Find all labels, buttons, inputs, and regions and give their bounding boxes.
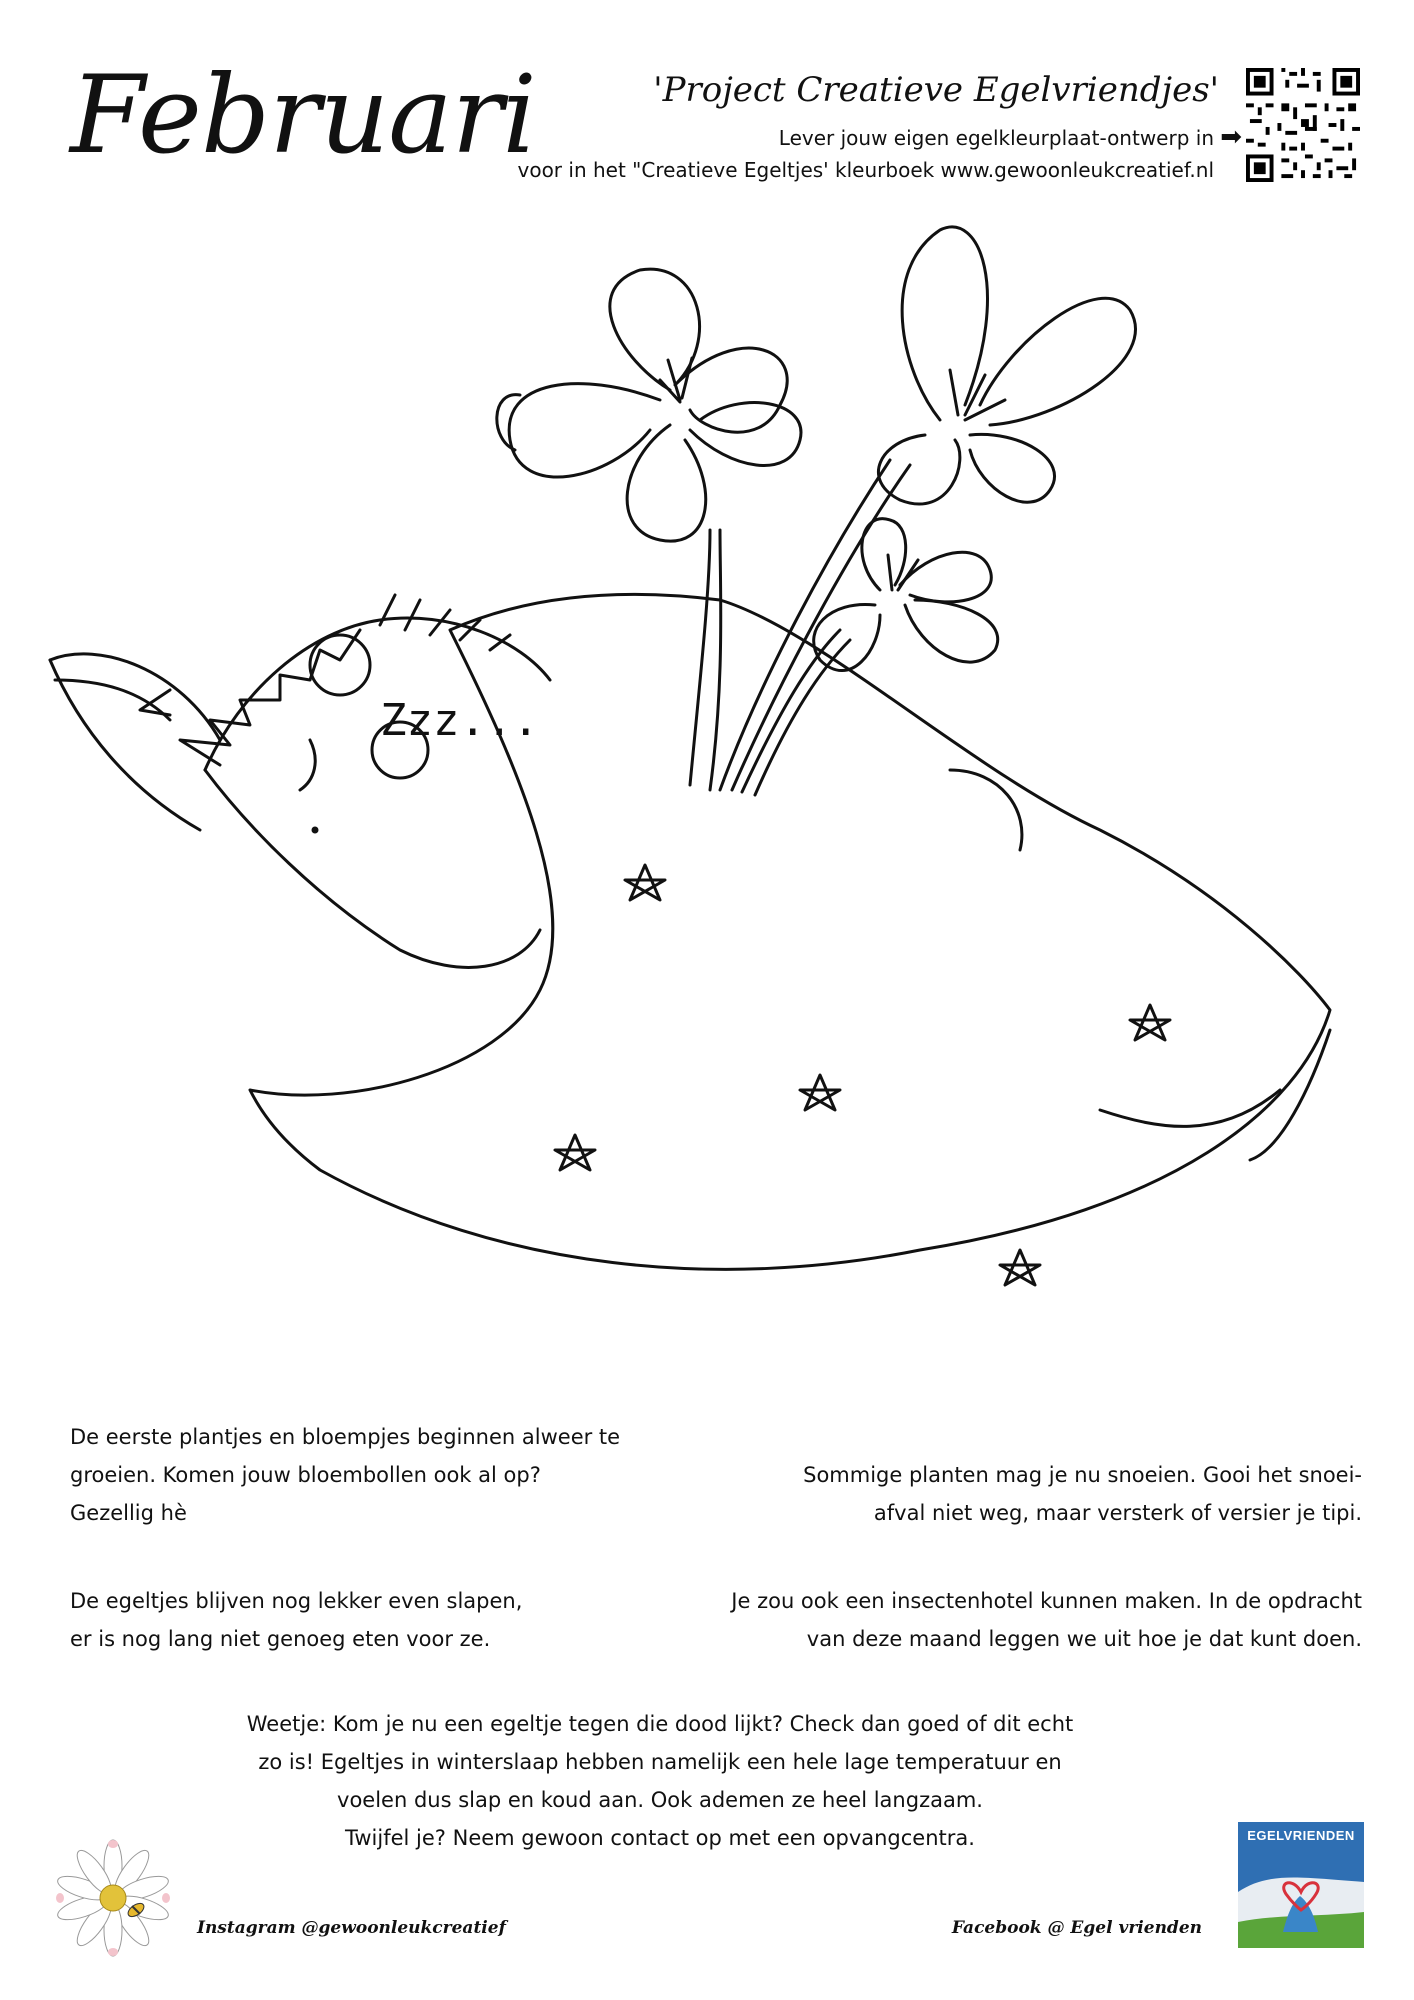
flower-left: [497, 269, 801, 541]
text-line: groeien. Komen jouw bloembollen ook al op?: [70, 1463, 541, 1487]
facebook-handle[interactable]: Facebook @ Egel vrienden: [951, 1918, 1202, 1938]
text-line: voelen dus slap en koud aan. Ook ademen ze heel langzaam.: [337, 1788, 983, 1812]
page-title: Februari: [70, 53, 536, 178]
daisy-with-bee-icon: [48, 1838, 178, 1958]
weetje-fact: [240, 1705, 1080, 1857]
text-right-1: [722, 1456, 1362, 1532]
text-line: De eerste plantjes en bloempjes beginnen alweer te: [70, 1425, 621, 1449]
text-line: afval niet weg, maar versterk of versier je tipi.: [873, 1501, 1362, 1525]
header-instruction-line-2: voor in het "Creatieve Egeltjes' kleurboek www.gewoonleukcreatief.nl: [517, 158, 1214, 182]
text-right-2: [662, 1582, 1362, 1658]
logo-text: EGELVRIENDEN: [1247, 1828, 1355, 1843]
text-line: Je zou ook een insectenhotel kunnen maken. In de opdracht: [731, 1589, 1362, 1613]
flower-right: [878, 227, 1135, 504]
header-instruction-line-1: Lever jouw eigen egelkleurplaat-ontwerp in: [778, 126, 1214, 150]
right-arrow-icon: ➡: [1220, 122, 1242, 152]
text-left-2: [70, 1582, 630, 1658]
egelvrienden-logo[interactable]: [1238, 1822, 1364, 1948]
text-line: van deze maand leggen we uit hoe je dat kunt doen.: [806, 1627, 1362, 1651]
sleep-text: Zzz...: [380, 695, 539, 746]
text-line: Twijfel je? Neem gewoon contact op met een opvangcentra.: [345, 1826, 975, 1850]
text-line: zo is! Egeltjes in winterslaap hebben namelijk een hele lage temperatuur en: [258, 1750, 1062, 1774]
text-line: Sommige planten mag je nu snoeien. Gooi het snoei-: [803, 1463, 1362, 1487]
hedgehog-illustration: [20, 210, 1400, 1410]
text-line: Weetje: Kom je nu een egeltje tegen die dood lijkt? Check dan goed of dit echt: [246, 1712, 1074, 1736]
qr-code-icon[interactable]: [1246, 68, 1360, 182]
text-line: er is nog lang niet genoeg eten voor ze.: [70, 1627, 491, 1651]
project-title: 'Project Creatieve Egelvriendjes': [653, 70, 1219, 110]
text-left-1: [70, 1418, 690, 1532]
text-line: De egeltjes blijven nog lekker even slapen,: [70, 1589, 523, 1613]
text-line: Gezellig hè: [70, 1501, 187, 1525]
instagram-handle[interactable]: Instagram @gewoonleukcreatief: [197, 1918, 506, 1938]
hedgehog: [50, 595, 550, 967]
